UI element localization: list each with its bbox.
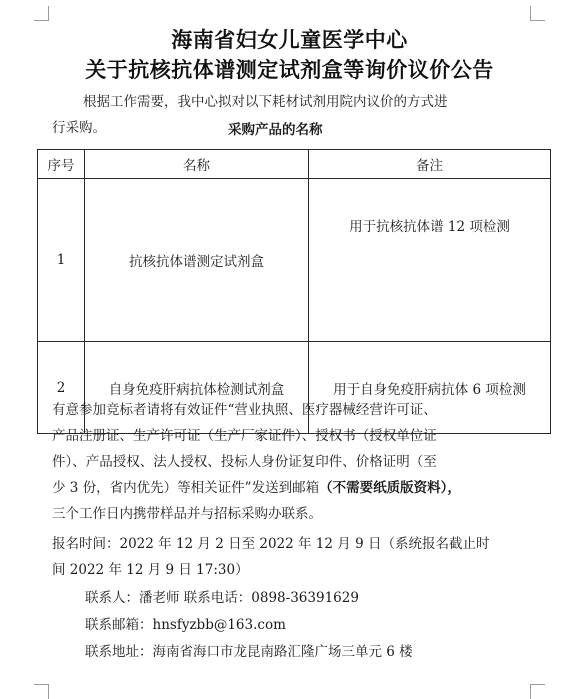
document-title-line-1: 海南省妇女儿童医学中心 [171, 28, 408, 52]
crop-mark-top-right [530, 6, 545, 21]
notice-line: 有意参加竞标者请将有效证件“营业执照、医疗器械经营许可证、 [52, 402, 437, 418]
notice-line: 少 3 份，省内优先）等相关证件”发送到邮箱 [52, 480, 320, 496]
no-paper-emphasis: （不需要纸质版资料）， [319, 480, 461, 496]
intro-line-2: 行采购。 [52, 120, 106, 136]
contact-email: 联系邮箱：hnsfyzbb@163.com [85, 617, 286, 633]
registration-line-1: 报名时间：2022 年 12 月 2 日至 2022 年 12 月 9 日（系统报名截止时 [52, 536, 490, 552]
crop-mark-bottom-right [530, 684, 545, 699]
row-note: 用于自身免疫肝病抗体 6 项检测 [309, 342, 551, 434]
header-index: 序号 [38, 150, 85, 179]
row-index: 1 [38, 179, 85, 342]
notice-line: 件）、产品授权、法人授权、投标人身份证复印件、价格证明（至 [52, 454, 437, 470]
row-index: 2 [38, 342, 85, 434]
products-table [37, 149, 551, 434]
intro-line-1: 根据工作需要，我中心拟对以下耗材试剂用院内议价的方式进 [83, 94, 448, 110]
table-header-row [38, 150, 551, 179]
registration-paragraph [52, 531, 542, 583]
contact-person: 联系人：潘老师 联系电话：0898-36391629 [85, 590, 359, 606]
notice-line: 产品注册证、生产许可证（生产厂家证件）、授权书（授权单位证 [52, 428, 437, 444]
row-name: 自身免疫肝病抗体检测试剂盒 [85, 342, 309, 434]
row-name: 抗核抗体谱测定试剂盒 [85, 179, 309, 342]
registration-line-2: 间 2022 年 12 月 9 日 17:30） [52, 562, 249, 578]
contact-address: 联系地址：海南省海口市龙昆南路汇隆广场三单元 6 楼 [85, 644, 413, 660]
notice-line: 三个工作日内携带样品并与招标采购办联系。 [52, 506, 322, 522]
products-subheading: 采购产品的名称 [228, 122, 323, 138]
header-name: 名称 [85, 150, 309, 179]
notice-paragraph [52, 397, 542, 527]
document-title-line-2: 关于抗核抗体谱测定试剂盒等询价议价公告 [85, 58, 494, 82]
header-note: 备注 [309, 150, 551, 179]
notice-line-with-emphasis [52, 475, 542, 501]
crop-mark-bottom-left [34, 684, 49, 699]
row-note: 用于抗核抗体谱 12 项检测 [309, 179, 551, 342]
crop-mark-top-left [34, 6, 49, 21]
table-row [38, 179, 551, 342]
